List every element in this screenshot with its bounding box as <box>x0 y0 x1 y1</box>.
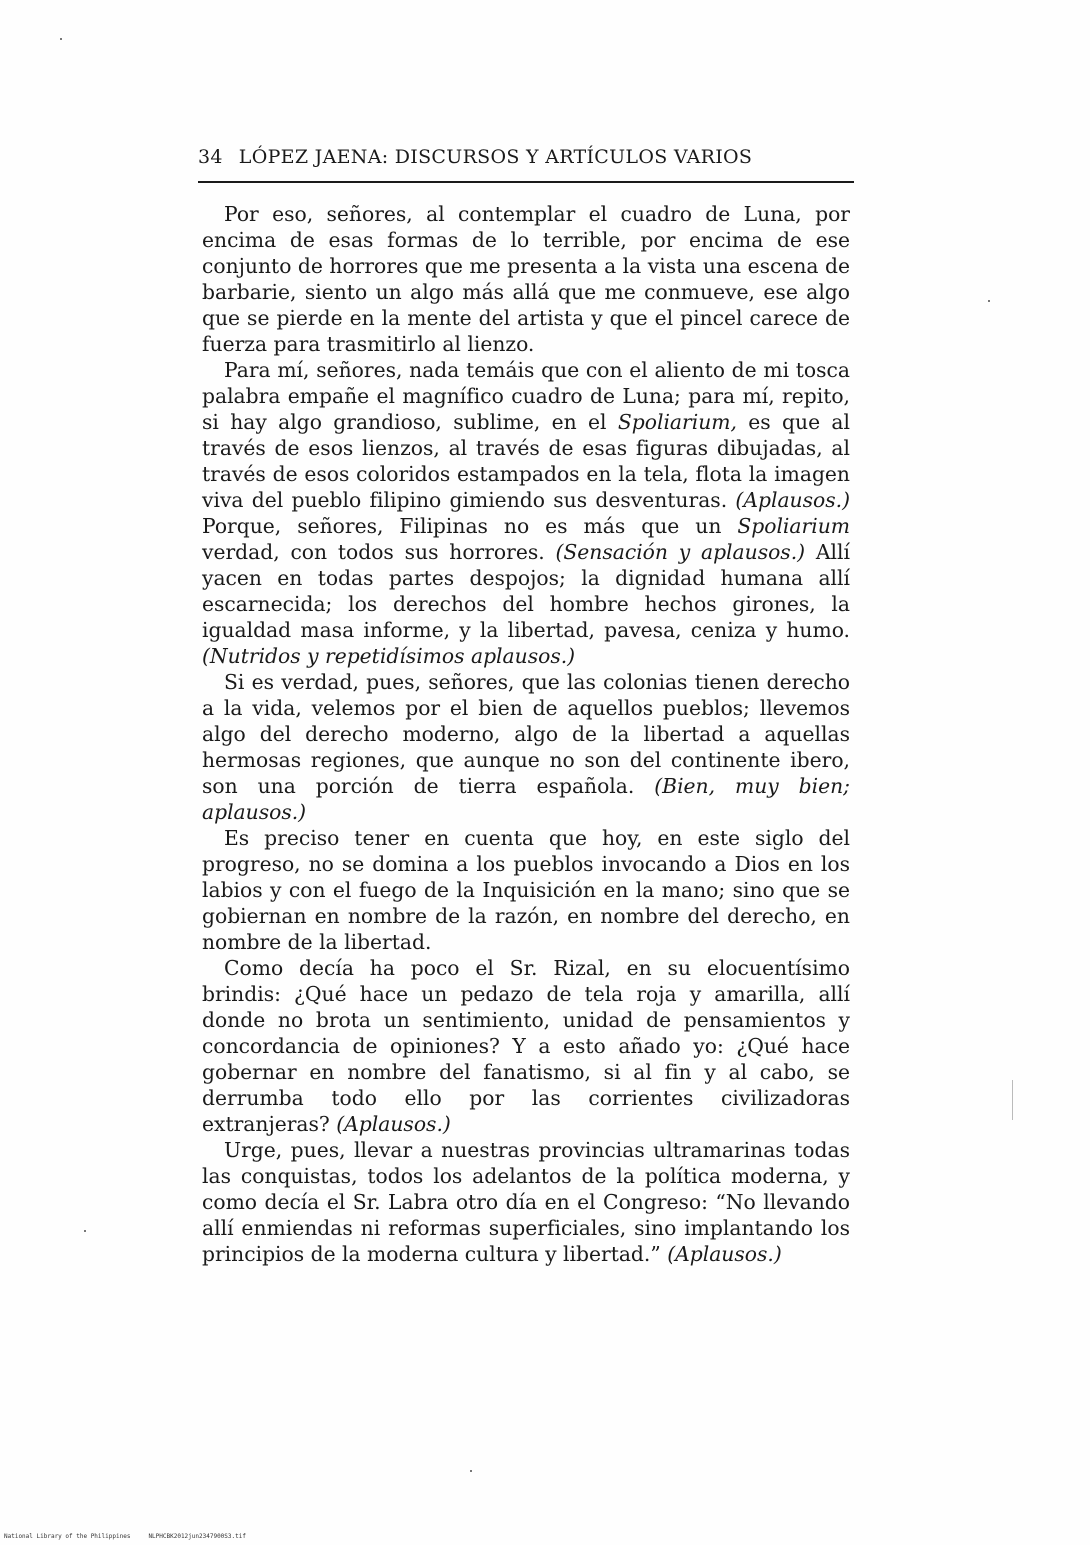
italic-run: (Aplausos.) <box>336 1112 451 1136</box>
scan-footer <box>4 1533 246 1540</box>
running-title: LÓPEZ JAENA: DISCURSOS Y ARTÍCULOS VARIOS <box>238 146 753 168</box>
text-run: Es preciso tener en cuenta que hoy, en este siglo del progreso, no se domina a los pueblos invocando a Dios en los labios y con el fuego de la Inquisición en la mano; sino que se gobiernan en nombre de la razón, en nombre del derecho, en nombre de la libertad. <box>202 826 850 954</box>
italic-run: (Aplausos.) <box>667 1242 782 1266</box>
italic-run: (Bien, muy bien; aplausos.) <box>202 774 850 824</box>
text-run: es que al través de esos lienzos, al través de esas figuras dibujadas, al través de esos coloridos estampados en la tela, flota la imagen viva del pueblo filipino gimiendo sus desventuras. <box>202 410 850 512</box>
italic-run: (Aplausos.) <box>735 488 850 512</box>
scan-speck <box>988 300 990 302</box>
body-text <box>202 201 850 1267</box>
text-run: Para mí, señores, nada temáis que con el aliento de mi tosca palabra empañe el magnífico cuadro de Luna; para mí, repito, si hay algo grandioso, sublime, en el <box>202 358 850 434</box>
italic-run: (Sensación y aplausos.) <box>555 540 806 564</box>
scan-speck <box>470 1470 472 1472</box>
italic-run: Spoliarium, <box>617 410 737 434</box>
page-number: 34 <box>198 146 223 168</box>
text-run: Allí yacen en todas partes despojos; la dignidad humana allí escarnecida; los derechos del hombre hechos girones, la igualdad masa informe, y la libertad, pavesa, ceniza y humo. <box>202 540 850 642</box>
text-run: Urge, pues, llevar a nuestras provincias ultramarinas todas las conquistas, todos los adelantos de la política moderna, y como decía el Sr. Labra otro día en el Congreso: “No llevando allí enmiendas ni reformas superficiales, sino implantando los principios de la moderna cultura y libertad.” <box>202 1138 850 1266</box>
paragraph <box>202 955 850 1137</box>
header-rule <box>198 181 854 183</box>
text-run: verdad, con todos sus horrores. <box>202 540 556 564</box>
running-header <box>198 146 858 168</box>
italic-run: (Nutridos y repetidísimos aplausos.) <box>202 644 576 668</box>
footer-file-id: NLPHCBK2012jun2347900S3.tif <box>148 1533 246 1540</box>
text-run: Como decía ha poco el Sr. Rizal, en su elocuentísimo brindis: ¿Qué hace un pedazo de tela roja y amarilla, allí donde no brota un sentimiento, unidad de pensamientos y concordancia de opiniones? Y a esto añado yo: ¿Qué hace gobernar en nombre del fanatismo, si al fin y al cabo, se derrumba todo ello por las corrientes civilizadoras extranjeras? <box>202 956 850 1136</box>
paragraph <box>202 357 850 669</box>
text-run: Porque, señores, Filipinas no es más que un <box>202 514 738 538</box>
scan-speck <box>84 1230 86 1232</box>
scan-speck <box>60 38 62 40</box>
paragraph <box>202 1137 850 1267</box>
scan-speck <box>1012 1080 1013 1120</box>
footer-library: National Library of the Philippines <box>4 1533 131 1540</box>
text-run: Por eso, señores, al contemplar el cuadro de Luna, por encima de esas formas de lo terrible, por encima de ese conjunto de horrores que me presenta a la vista una escena de barbarie, siento un algo más allá que me conmueve, ese algo que se pierde en la mente del artista y que el pincel carece de fuerza para trasmitirlo al lienzo. <box>202 202 850 356</box>
paragraph <box>202 669 850 825</box>
italic-run: Spoliarium <box>737 514 850 538</box>
text-run: Si es verdad, pues, señores, que las colonias tienen derecho a la vida, velemos por el bien de aquellos pueblos; llevemos algo del derecho moderno, algo de la libertad a aquellas hermosas regiones, que aunque no son del continente ibero, son una porción de tierra española. <box>202 670 850 798</box>
paragraph <box>202 825 850 955</box>
paragraph <box>202 201 850 357</box>
